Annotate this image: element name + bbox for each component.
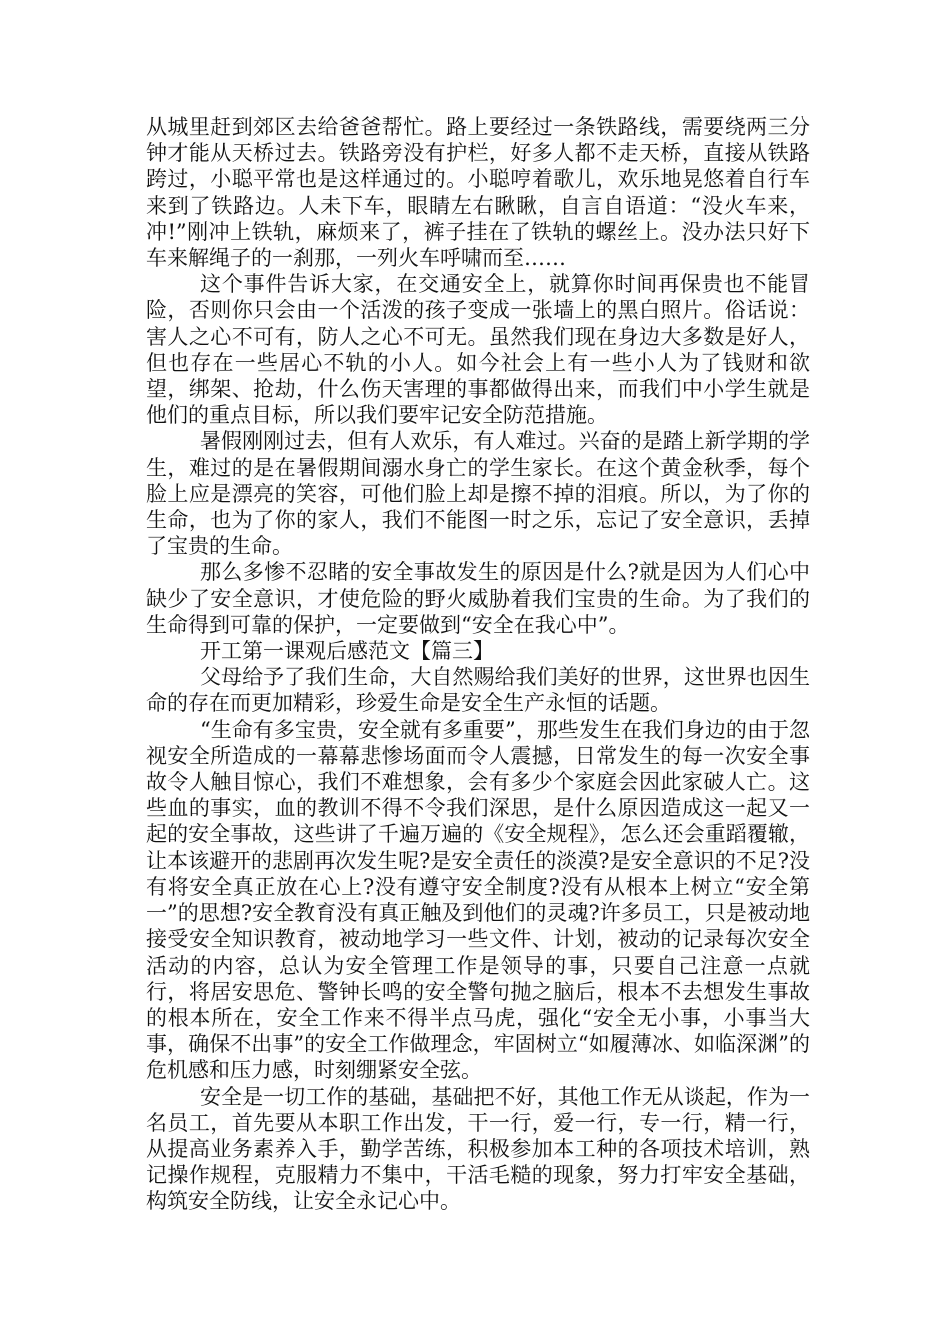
paragraph-7: 安全是一切工作的基础，基础把不好，其他工作无从谈起，作为一名员工，首先要从本职工作出发，干一行，爱一行，专一行，精一行，从提高业务素养入手，勤学苦练，积极参加本工种的各项技术培训，熟记操作规程，克服精力不集中，干活毛糙的现象，努力打牢安全基础，构筑安全防线，让安全永记心中。	[146, 1084, 810, 1214]
paragraph-1: 从城里赶到郊区去给爸爸帮忙。路上要经过一条铁路线，需要绕两三分钟才能从天桥过去。铁路旁没有护栏，好多人都不走天桥，直接从铁路跨过，小聪平常也是这样通过的。小聪哼着歌儿，欢乐地晃悠着自行车来到了铁路边。人未下车，眼睛左右瞅瞅，自言自语道：“没火车来，冲!”刚冲上铁轨，麻烦来了，裤子挂在了铁轨的螺丝上。没办法只好下车来解绳子的一刹那，一列火车呼啸而至……	[146, 115, 810, 271]
paragraph-4: 那么多惨不忍睹的安全事故发生的原因是什么?就是因为人们心中缺少了安全意识，才使危险的野火威胁着我们宝贵的生命。为了我们的生命得到可靠的保护，一定要做到“安全在我心中”。	[146, 560, 810, 637]
section-heading: 开工第一课观后感范文【篇三】	[200, 639, 494, 664]
paragraph-2: 这个事件告诉大家，在交通安全上，就算你时间再保贵也不能冒险，否则你只会由一个活泼的孩子变成一张墙上的黑白照片。俗话说：害人之心不可有，防人之心不可无。虽然我们现在身边大多数是好人，但也存在一些居心不轨的小人。如今社会上有一些小人为了钱财和欲望，绑架、抢劫，什么伤天害理的事都做得出来，而我们中小学生就是他们的重点目标，所以我们要牢记安全防范措施。	[146, 272, 810, 428]
paragraph-5: 父母给予了我们生命，大自然赐给我们美好的世界，这世界也因生命的存在而更加精彩，珍爱生命是安全生产永恒的话题。	[146, 665, 810, 716]
paragraph-6: “生命有多宝贵，安全就有多重要”，那些发生在我们身边的由于忽视安全所造成的一幕幕悲惨场面而令人震撼，日常发生的每一次安全事故令人触目惊心，我们不难想象，会有多少个家庭会因此家破人亡。这些血的事实，血的教训不得不令我们深思，是什么原因造成这一起又一起的安全事故，这些讲了千遍万遍的《安全规程》，怎么还会重蹈覆辙，让本该避开的悲剧再次发生呢?是安全责任的淡漠?是安全意识的不足?没有将安全真正放在心上?没有遵守安全制度?没有从根本上树立“安全第一”的思想?安全教育没有真正触及到他们的灵魂?许多员工，只是被动地接受安全知识教育，被动地学习一些文件、计划，被动的记录每次安全活动的内容，总认为安全管理工作是领导的事，只要自己注意一点就行，将居安思危、警钟长鸣的安全警句抛之脑后，根本不去想发生事故的根本所在，安全工作来不得半点马虎，强化“安全无小事，小事当大事，确保不出事”的安全工作做理念，牢固树立“如履薄冰、如临深渊”的危机感和压力感，时刻绷紧安全弦。	[146, 717, 810, 1083]
paragraph-3: 暑假刚刚过去，但有人欢乐，有人难过。兴奋的是踏上新学期的学生，难过的是在暑假期间溺水身亡的学生家长。在这个黄金秋季，每个脸上应是漂亮的笑容，可他们脸上却是擦不掉的泪痕。所以，为了你的生命，也为了你的家人，我们不能图一时之乐，忘记了安全意识，丢掉了宝贵的生命。	[146, 429, 810, 559]
document-page	[146, 114, 810, 1215]
